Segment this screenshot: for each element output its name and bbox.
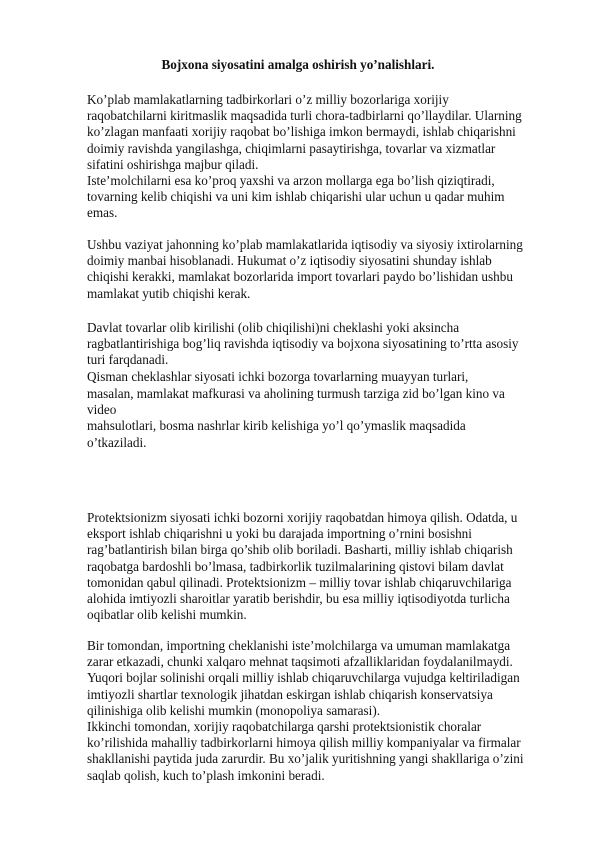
text-line: chiqishi kerakki, mamlakat bozorlarida import tovarlari paydo bo’lishidan ushbu xyxy=(87,269,513,285)
text-line: Ushbu vaziyat jahonning ko’plab mamlakatlarida iqtisodiy va siyosiy ixtirolarning xyxy=(87,237,523,252)
text-line: oqibatlar olib kelishi mumkin. xyxy=(87,607,247,623)
text-line: mamlakat yutib chiqishi kerak. xyxy=(87,285,251,301)
text-line: doimiy manbai hisoblanadi. Hukumat o’z iqtisodiy siyosatini shunday ishlab xyxy=(87,253,492,269)
text-line: tomonidan qabul qilinadi. Protektsionizm – milliy tovar ishlab chiqaruvchilariga xyxy=(87,574,512,590)
text-line: Qisman cheklashlar siyosati ichki bozorga tovarlarning muayyan turlari, xyxy=(87,368,469,384)
text-line: alohida imtiyozli sharoitlar yaratib berishdir, bu esa milliy iqtisodiyotda turlicha xyxy=(87,590,510,606)
text-line: Ikkinchi tomondan, xorijiy raqobatchilarga qarshi protektsionistik choralar xyxy=(87,718,482,734)
text-line: shakllanishi paytida juda zarurdir. Bu xo’jalik yuritishning yangi shakllariga o’zini xyxy=(87,751,524,767)
paragraph-block-4 xyxy=(87,386,557,451)
text-line: saqlab qolish, kuch to’plash imkonini beradi. xyxy=(87,767,325,783)
text-line: Davlat tovarlar olib kirilishi (olib chiqilishi)ni cheklashi yoki aksincha xyxy=(87,320,460,335)
text-line: o’tkaziladi. xyxy=(87,434,147,450)
text-line: ko’rilishida mahalliy tadbirkorlarni himoya qilish milliy kompaniyalar va firmalar xyxy=(87,735,521,751)
paragraph-block-1 xyxy=(87,92,557,222)
text-line: emas. xyxy=(87,205,118,221)
text-line: video xyxy=(87,402,117,418)
text-line: ko’zlagan manfaati xorijiy raqobat bo’lishiga imkon bermaydi, ishlab chiqarishni xyxy=(87,124,516,140)
paragraph-block-6 xyxy=(87,638,557,784)
text-line: qilinishiga olib kelishi mumkin (monopoliya samarasi). xyxy=(87,702,381,718)
text-line: rag’batlantirish bilan birga qo’shib olib boriladi. Basharti, milliy ishlab chiqarish xyxy=(87,542,513,558)
paragraph-block-2 xyxy=(87,237,557,302)
text-line: Bir tomondan, importning cheklanishi iste’molchilarga va umuman mamlakatga xyxy=(87,638,511,653)
text-line: mahsulotlari, bosma nashrlar kirib kelishiga yo’l qo’ymaslik maqsadida xyxy=(87,418,466,434)
text-line: turi farqdanadi. xyxy=(87,352,169,368)
text-line: sifatini oshirishga majbur qiladi. xyxy=(87,156,259,172)
text-line: tovarning kelib chiqishi va uni kim ishlab chiqarishi ular uchun u qadar muhim xyxy=(87,189,505,205)
text-line: raqobatchilarni kiritmaslik maqsadida turli chora-tadbirlarni qo’llaydilar. Ularning xyxy=(87,108,522,124)
text-line: doimiy ravishda yangilashga, chiqimlarni pasaytirishga, tovarlar va xizmatlar xyxy=(87,140,496,156)
text-line: Iste’molchilarni esa ko’proq yaxshi va arzon mollarga ega bo’lish qiziqtiradi, xyxy=(87,172,495,188)
text-line: Ko’plab mamlakatlarning tadbirkorlari o’z milliy bozorlariga xorijiy xyxy=(87,92,449,107)
paragraph-block-5 xyxy=(87,510,557,623)
text-line: imtiyozli shartlar texnologik jihatdan eskirgan ishlab chiqarish konservatsiya xyxy=(87,686,493,702)
text-line: ragbatlantirishiga bog’liq ravishda iqtisodiy va bojxona siyosatining to’rtta asosiy xyxy=(87,336,519,352)
paragraph-block-3 xyxy=(87,320,557,385)
text-line: Protektsionizm siyosati ichki bozorni xorijiy raqobatdan himoya qilish. Odatda, u xyxy=(87,510,518,525)
text-line: zarar etkazadi, chunki xalqaro mehnat taqsimoti afzalliklaridan foydalanilmaydi. xyxy=(87,654,513,670)
page-title: Bojxona siyosatini amalga oshirish yo’nalishlari. xyxy=(161,57,435,72)
text-line: raqobatga bardoshli bo’lmasa, tadbirkorlik tuzilmalarining qistovi bilam davlat xyxy=(87,558,504,574)
text-line: Yuqori bojlar solinishi orqali milliy ishlab chiqaruvchilarga vujudga keltiriladigan xyxy=(87,670,520,686)
text-line: masalan, mamlakat mafkurasi va aholining turmush tarziga zid bo’lgan kino va xyxy=(87,386,505,401)
text-line: eksport ishlab chiqarishni u yoki bu darajada importning o’rnini bosishni xyxy=(87,526,472,542)
